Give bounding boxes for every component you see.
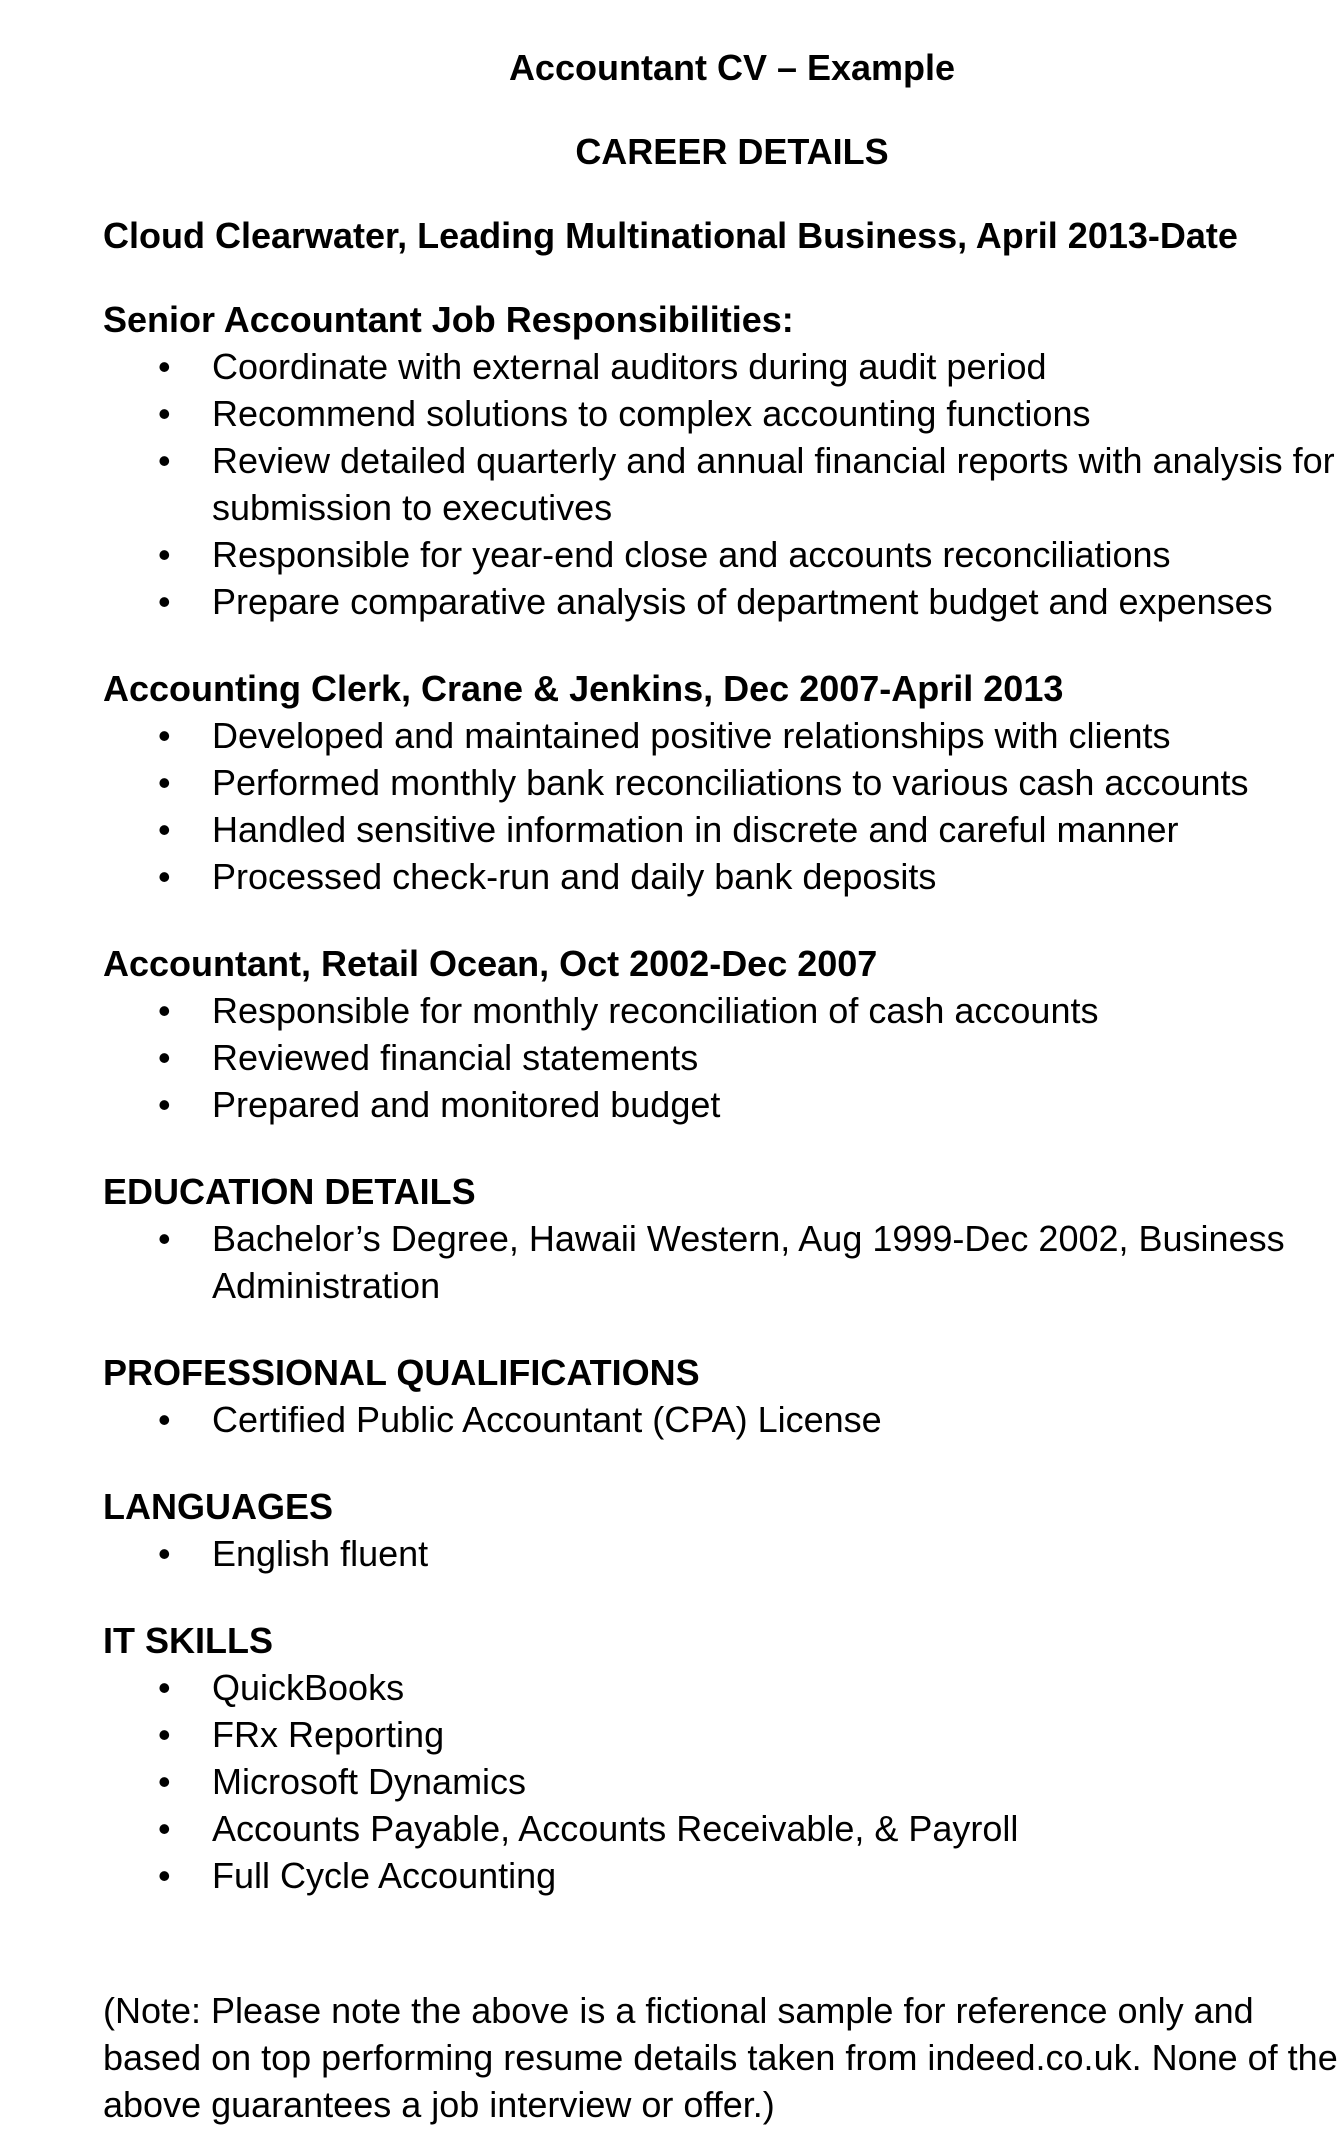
list-item [0,1034,1344,1081]
note-line: based on top performing resume details taken from indeed.co.uk. None of the [103,2037,1338,2078]
list-item [0,853,1344,900]
bullet-icon: • [158,581,171,622]
list-item-text: Responsible for monthly reconciliation of cash accounts [212,990,1099,1031]
list-item-text: Handled sensitive information in discrete and careful manner [212,809,1179,850]
note-line: above guarantees a job interview or offer.) [103,2084,775,2125]
bullet-icon: • [158,1808,171,1849]
list-item [0,1530,1344,1577]
bullet-icon: • [158,440,171,481]
bullet-icon: • [158,534,171,575]
list-item [0,806,1344,853]
bullet-icon: • [158,990,171,1031]
list-item-text: Accounts Payable, Accounts Receivable, & Payroll [212,1808,1019,1849]
bullet-list [0,712,1344,900]
job-section [0,665,1344,900]
list-item [0,531,1344,578]
footnote [0,1987,1344,2128]
list-item [0,987,1344,1034]
bullet-icon: • [158,809,171,850]
bullet-list [0,1215,1344,1309]
document-title: Accountant CV – Example [508,47,956,88]
list-item-text: Full Cycle Accounting [212,1855,557,1896]
job-section [0,296,1344,625]
bullet-icon: • [158,393,171,434]
list-item [0,437,1344,531]
bullet-icon: • [158,1084,171,1125]
list-item [0,390,1344,437]
list-item [0,1805,1344,1852]
section-heading: Accounting Clerk, Crane & Jenkins, Dec 2007-April 2013 [103,668,1064,709]
qualifications-section [0,1349,1344,1443]
bullet-icon: • [158,1037,171,1078]
bullet-icon: • [158,1399,171,1440]
list-item-text: English fluent [212,1533,429,1574]
career-heading: CAREER DETAILS [575,131,889,172]
job-section [0,940,1344,1128]
section-heading: IT SKILLS [103,1620,273,1661]
bullet-list [0,1396,1344,1443]
list-item [0,578,1344,625]
list-item-text: QuickBooks [212,1667,405,1708]
list-item-text: Certified Public Accountant (CPA) License [212,1399,882,1440]
list-item-text: Responsible for year-end close and accounts reconciliations [212,534,1171,575]
bullet-list [0,987,1344,1128]
section-heading: PROFESSIONAL QUALIFICATIONS [103,1352,700,1393]
list-item [0,1215,1344,1309]
list-item-text: Recommend solutions to complex accounting functions [212,393,1091,434]
list-item [0,712,1344,759]
list-item-text: Microsoft Dynamics [212,1761,527,1802]
list-item [0,759,1344,806]
current-employer: Cloud Clearwater, Leading Multinational Business, April 2013-Date [103,215,1238,256]
sections [0,296,1344,1899]
list-item-text: Bachelor’s Degree, Hawaii Western, Aug 1999-Dec 2002, Business [212,1218,1285,1259]
note-line: (Note: Please note the above is a fictional sample for reference only and [103,1990,1254,2031]
list-item-text: Developed and maintained positive relationships with clients [212,715,1171,756]
languages-section [0,1483,1344,1577]
bullet-icon: • [158,715,171,756]
list-item-text: Reviewed financial statements [212,1037,699,1078]
list-item-text: Coordinate with external auditors during audit period [212,346,1047,387]
list-item-text: submission to executives [212,487,613,528]
bullet-icon: • [158,1667,171,1708]
cv-document [0,44,1344,2128]
section-heading: Accountant, Retail Ocean, Oct 2002-Dec 2007 [103,943,878,984]
education-section [0,1168,1344,1309]
list-item [0,1852,1344,1899]
list-item [0,1396,1344,1443]
list-item-text: Review detailed quarterly and annual financial reports with analysis for [212,440,1335,481]
bullet-list [0,1530,1344,1577]
list-item [0,1711,1344,1758]
list-item-text: Performed monthly bank reconciliations to various cash accounts [212,762,1249,803]
section-heading: EDUCATION DETAILS [103,1171,476,1212]
bullet-icon: • [158,1218,171,1259]
section-heading: Senior Accountant Job Responsibilities: [103,299,794,340]
list-item-text: Prepared and monitored budget [212,1084,721,1125]
list-item-text: FRx Reporting [212,1714,445,1755]
list-item [0,1081,1344,1128]
bullet-icon: • [158,1855,171,1896]
list-item [0,343,1344,390]
list-item-text: Prepare comparative analysis of department budget and expenses [212,581,1273,622]
list-item [0,1758,1344,1805]
list-item-text: Processed check-run and daily bank deposits [212,856,937,897]
list-item [0,1664,1344,1711]
it-skills-section [0,1617,1344,1899]
bullet-list [0,343,1344,625]
bullet-icon: • [158,856,171,897]
bullet-icon: • [158,1533,171,1574]
bullet-icon: • [158,762,171,803]
list-item-text: Administration [212,1265,441,1306]
bullet-list [0,1664,1344,1899]
section-heading: LANGUAGES [103,1486,334,1527]
bullet-icon: • [158,1761,171,1802]
bullet-icon: • [158,1714,171,1755]
bullet-icon: • [158,346,171,387]
